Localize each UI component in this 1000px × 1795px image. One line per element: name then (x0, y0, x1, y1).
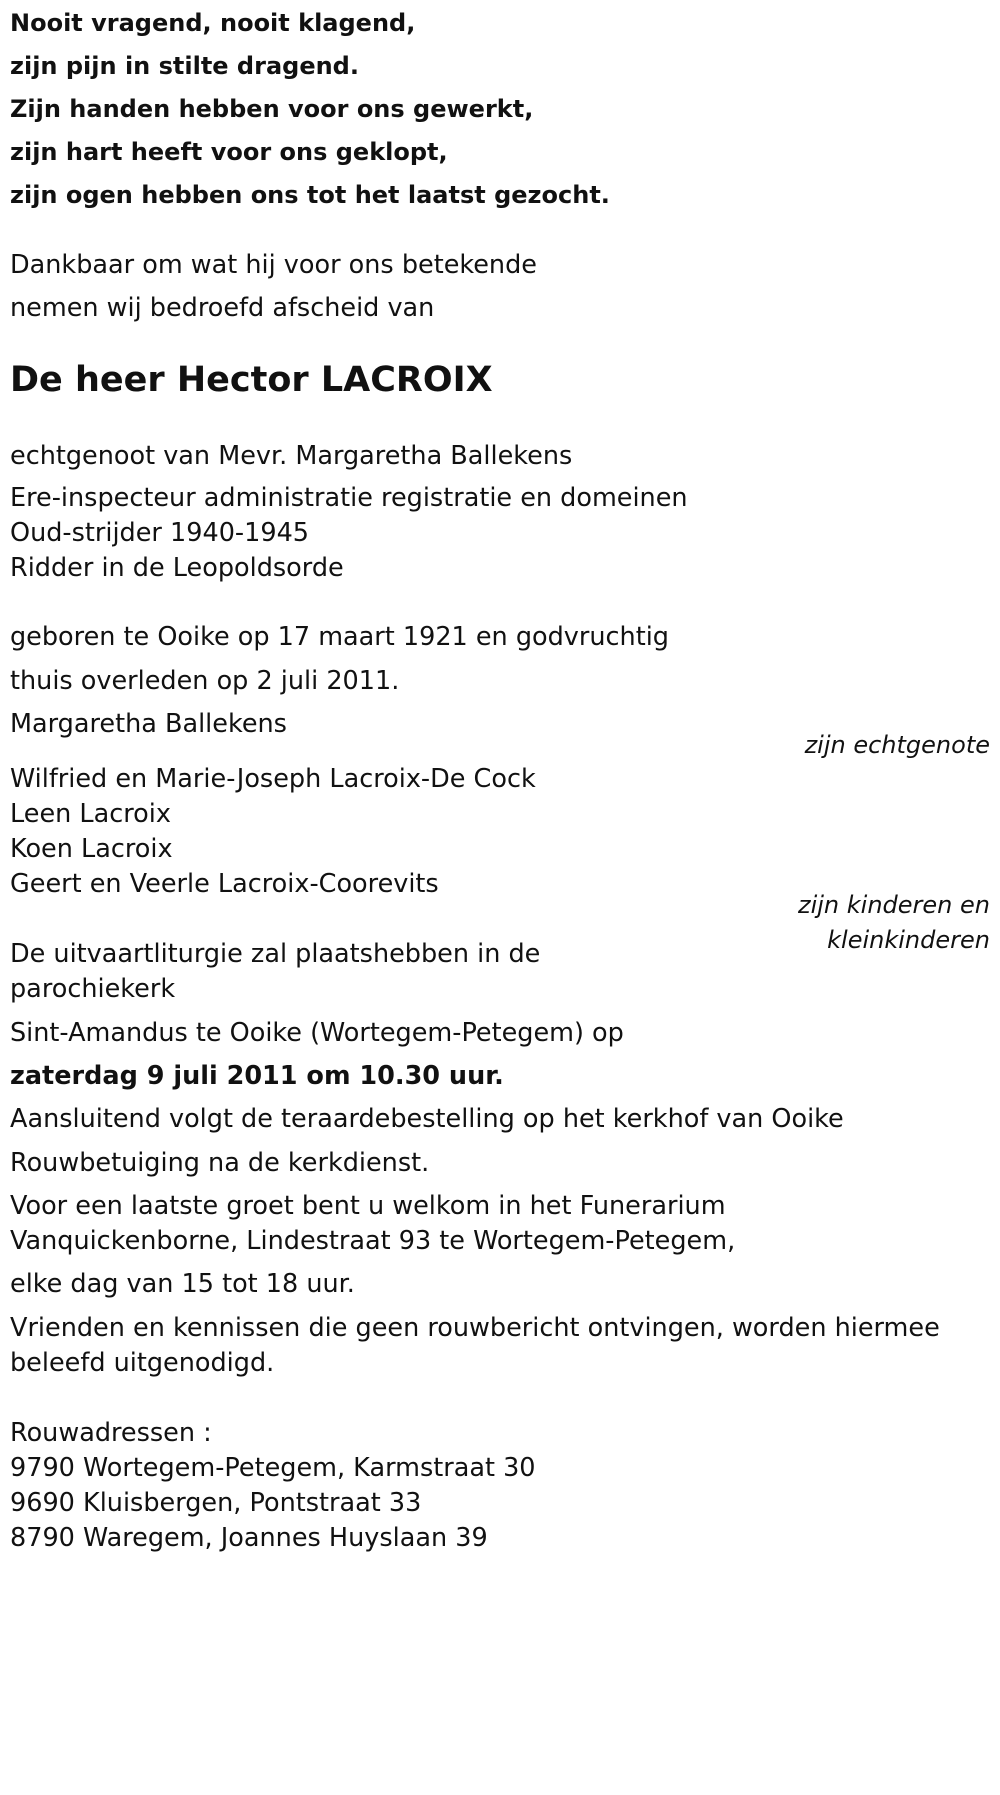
condolence-line: Rouwbetuiging na de kerkdienst. (10, 1148, 430, 1178)
birth-death-line: geboren te Ooike op 17 maart 1921 en godvruchtig (10, 622, 669, 652)
verse-line: zijn ogen hebben ons tot het laatst gezocht. (10, 181, 610, 209)
verse-line: Zijn handen hebben voor ons gewerkt, (10, 95, 534, 123)
details-line: echtgenoot van Mevr. Margaretha Ballekens (10, 441, 573, 471)
burial-line: Aansluitend volgt de teraardebestelling op het kerkhof van Ooike (10, 1104, 844, 1134)
spouse-name: Margaretha Ballekens (10, 709, 287, 739)
intro-line: Dankbaar om wat hij voor ons betekende (10, 250, 537, 280)
visit-line: Voor een laatste groet bent u welkom in het Funerarium (10, 1191, 726, 1221)
child-name: Koen Lacroix (10, 834, 173, 864)
funeral-line: parochiekerk (10, 974, 176, 1004)
child-name: Wilfried en Marie-Joseph Lacroix-De Cock (10, 764, 536, 794)
children-role: zijn kinderen en (798, 891, 990, 919)
invitation-line: Vrienden en kennissen die geen rouwbericht ontvingen, worden hiermee (10, 1313, 940, 1343)
address-line: 9790 Wortegem-Petegem, Karmstraat 30 (10, 1453, 536, 1483)
funeral-line: Sint-Amandus te Ooike (Wortegem-Petegem) op (10, 1018, 624, 1048)
deceased-name: De heer Hector LACROIX (10, 360, 493, 400)
intro-line: nemen wij bedroefd afscheid van (10, 293, 435, 323)
funeral-datetime: zaterdag 9 juli 2011 om 10.30 uur. (10, 1061, 504, 1091)
addresses-heading: Rouwadressen : (10, 1418, 212, 1448)
address-line: 9690 Kluisbergen, Pontstraat 33 (10, 1488, 422, 1518)
verse-line: zijn hart heeft voor ons geklopt, (10, 138, 448, 166)
address-line: 8790 Waregem, Joannes Huyslaan 39 (10, 1523, 488, 1553)
visit-line: elke dag van 15 tot 18 uur. (10, 1269, 355, 1299)
verse-line: zijn pijn in stilte dragend. (10, 52, 359, 80)
children-role: kleinkinderen (827, 926, 990, 954)
child-name: Geert en Veerle Lacroix-Coorevits (10, 869, 439, 899)
verse-line: Nooit vragend, nooit klagend, (10, 9, 416, 37)
details-line: Ridder in de Leopoldsorde (10, 553, 344, 583)
birth-death-line: thuis overleden op 2 juli 2011. (10, 666, 400, 696)
funeral-line: De uitvaartliturgie zal plaatshebben in de (10, 939, 541, 969)
details-line: Oud-strijder 1940-1945 (10, 518, 310, 548)
spouse-role: zijn echtgenote (804, 731, 990, 759)
visit-line: Vanquickenborne, Lindestraat 93 te Wortegem-Petegem, (10, 1226, 736, 1256)
invitation-line: beleefd uitgenodigd. (10, 1348, 275, 1378)
details-line: Ere-inspecteur administratie registratie en domeinen (10, 483, 688, 513)
child-name: Leen Lacroix (10, 799, 171, 829)
